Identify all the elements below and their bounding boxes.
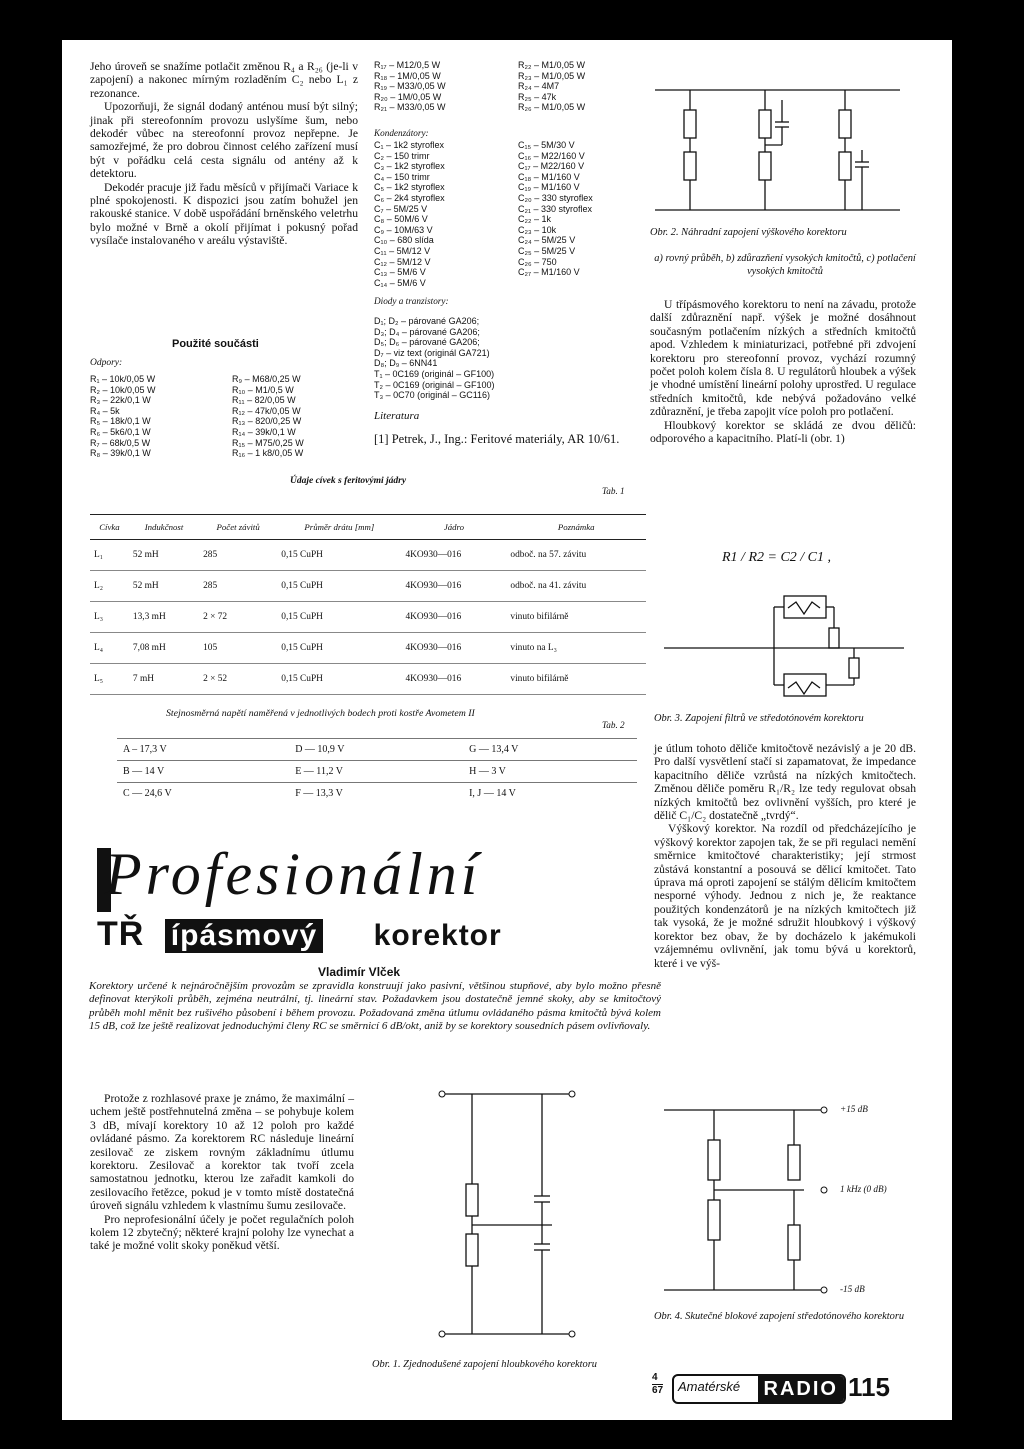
table-cell: vinuto bifilárně — [506, 664, 646, 695]
part-item: R₂₄ – 4M7 — [518, 81, 560, 92]
part-item: C₂₁ – 330 styroflex — [518, 203, 593, 214]
part-item: C₂ – 150 trimr — [374, 150, 430, 161]
resistor-list-a — [90, 374, 156, 459]
part-item: C₁₁ – 5M/12 V — [374, 245, 431, 256]
part-item: C₁₆ – M22/160 V — [518, 150, 585, 161]
figure-4-caption: Obr. 4. Skutečné blokové zapojení středotónového korektoru — [654, 1311, 905, 1322]
part-item: T₁ – 0C169 (originál – GF100) — [374, 368, 495, 379]
part-item: C₁₄ – 5M/6 V — [374, 277, 426, 288]
table-row — [117, 783, 637, 805]
part-item: R₁₅ – M75/0,25 W — [232, 437, 304, 448]
part-item: C₁₉ – M1/160 V — [518, 182, 580, 193]
table-row — [117, 739, 637, 761]
diodes-label: Diody a tranzistory: — [374, 296, 449, 306]
part-item: D₃; D₄ – párované GA206; — [374, 326, 480, 337]
capacitors-label: Kondenzátory: — [374, 128, 429, 138]
part-item: R₁₀ – M1/0,5 W — [232, 384, 294, 395]
part-item: R₇ – 68k/0,5 W — [90, 437, 151, 448]
table-header: Počet závitů — [199, 515, 277, 540]
table-cell: 7 mH — [129, 664, 199, 695]
table-cell: L₁ — [90, 540, 129, 571]
title-line2c: korektor — [373, 919, 502, 952]
table-cell: C — 24,6 V — [117, 783, 289, 805]
part-item: C₄ – 150 trimr — [374, 171, 430, 182]
fig4-label-zero: 1 kHz (0 dB) — [840, 1184, 887, 1194]
table-cell: 2 × 72 — [199, 602, 277, 633]
table-cell: F — 13,3 V — [289, 783, 463, 805]
part-item: R₂₀ – 1M/0,05 W — [374, 91, 442, 102]
part-item: C₅ – 1k2 styroflex — [374, 182, 445, 193]
part-item: R₈ – 39k/0,1 W — [90, 448, 151, 459]
part-item: C₁₈ – M1/160 V — [518, 171, 580, 182]
part-item: R₁₉ – M33/0,05 W — [374, 81, 446, 92]
part-item: R₆ – 5k6/0,1 W — [90, 426, 151, 437]
part-item: C₂₂ – 1k — [518, 214, 551, 225]
table-cell: odboč. na 57. závitu — [506, 540, 646, 571]
part-item: D₇ – viz text (originál GA721) — [374, 347, 490, 358]
part-item: R₁₁ – 82/0,05 W — [232, 395, 296, 406]
part-item: R₂₅ – 47k — [518, 91, 557, 102]
part-item: C₇ – 5M/25 V — [374, 203, 428, 214]
part-item: R₂₃ – M1/0,05 W — [518, 70, 586, 81]
brand-script: Amatérské — [678, 1379, 741, 1394]
table-cell: E — 11,2 V — [289, 761, 463, 783]
table-cell: 4KO930—016 — [401, 571, 506, 602]
part-item: C₂₃ – 10k — [518, 224, 557, 235]
right-text-1 — [650, 298, 916, 445]
title-line2b: ípásmový — [165, 919, 323, 953]
paragraph: U třípásmového korektoru to není na závadu, protože další zdůraznění např. výšek je možné dosáhnout současným potlačením nízkých a středních kmitočtů apod. Vzhledem k miniaturizaci, potřebné při zdvojení korektoru pro stereofonní provoz, vychází rozumný počet poloh kolem čísla 8. U regulátorů hloubek a výšek je vhodné umístění lineární polohy uprostřed. U regulace středních kmitočtů, kde nebývá požadováno velké zdůraznění, je třeba zapojit více poloh pro potlačení. — [650, 298, 916, 419]
paragraph: Pro neprofesionální účely je počet regulačních poloh kolem 12 zbytečný; některé krajní polohy lze vynechat a také je možné volit skoky poněkud větší. — [90, 1212, 354, 1253]
table-cell: 285 — [199, 571, 277, 602]
article-title-script — [97, 841, 659, 912]
paragraph: Hloubkový korektor se skládá ze dvou děličů: odporového a kapacitního. Platí-li (obr. 1) — [650, 418, 916, 446]
table-header: Průměr drátu [mm] — [277, 515, 401, 540]
part-item: T₃ – 0C70 (originál – GC116) — [374, 390, 491, 401]
table-cell: L₃ — [90, 602, 129, 633]
brand-logo — [672, 1374, 846, 1404]
part-item: D₁; D₂ – párované GA206; — [374, 316, 480, 326]
issue-number — [652, 1372, 663, 1397]
title-line2a: TŘ — [97, 915, 145, 953]
table-cell: 2 × 52 — [199, 664, 277, 695]
table-cell: H — 3 V — [463, 761, 637, 783]
table2-caption: Stejnosměrná napětí naměřená v jednotlivých bodech proti kostře Avometem II — [166, 708, 475, 719]
part-item: R₉ – M68/0,25 W — [232, 374, 301, 384]
part-item: R₁₆ – 1 k8/0,05 W — [232, 448, 304, 459]
parts-heading: Použité součásti — [172, 338, 259, 350]
table-header: Indukčnost — [129, 515, 199, 540]
table-cell: I, J — 14 V — [463, 783, 637, 805]
resistor-list-c — [374, 60, 446, 113]
part-item: C₉ – 10M/63 V — [374, 224, 433, 235]
part-item: R₁₂ – 47k/0,05 W — [232, 405, 301, 416]
part-item: R₁₄ – 39k/0,1 W — [232, 426, 296, 437]
table-header: Poznámka — [506, 515, 646, 540]
article-title-block — [97, 915, 659, 959]
issue: 4 — [652, 1372, 658, 1383]
resistor-list-b — [232, 374, 304, 459]
table-cell: 7,08 mH — [129, 633, 199, 664]
brand-radio: RADIO — [758, 1376, 844, 1402]
part-item: C₈ – 50M/6 V — [374, 214, 428, 225]
table-row — [90, 571, 646, 602]
table-cell: 4KO930—016 — [401, 540, 506, 571]
table-cell: L₂ — [90, 571, 129, 602]
table1-tab-label: Tab. 1 — [602, 486, 625, 496]
literature-ref: [1] Petrek, J., Ing.: Feritové materiály, AR 10/61. — [374, 432, 620, 446]
right-text-2 — [654, 742, 916, 970]
author: Vladimír Vlček — [318, 965, 401, 979]
part-item: C₂₀ – 330 styroflex — [518, 192, 593, 203]
table-row — [90, 633, 646, 664]
table-cell: 285 — [199, 540, 277, 571]
table-cell: L₄ — [90, 633, 129, 664]
year: 67 — [652, 1385, 664, 1396]
part-item: R₁₇ – M12/0,5 W — [374, 60, 441, 70]
left-text-column — [90, 60, 358, 248]
part-item: C₁₇ – M22/160 V — [518, 161, 585, 172]
figure-2-schematic — [650, 70, 905, 220]
magazine-page — [62, 40, 952, 1420]
part-item: C₁₅ – 5M/30 V — [518, 140, 575, 150]
part-item: C₂₆ – 750 — [518, 256, 557, 267]
table-row — [117, 761, 637, 783]
table-header: Jádro — [401, 515, 506, 540]
table-cell: 0,15 CuPH — [277, 571, 401, 602]
equation: R1 / R2 = C2 / C1 , — [722, 550, 832, 565]
paragraph: Výškový korektor. Na rozdíl od předcházejícího je výškový korektor zapojen tak, že se při regulaci nemění směrnice kmitočtové charakteristiky; její strmost zůstává konstantní a posouvá se dělicí kmitočet. Tato úprava má oproti zapojení se stálým dělicím kmitočtem nesporné výhody. Jednou z nich je, že reaktance použitých kondenzátorů je na nízkých kmitočtech již tak vysoká, že je možné sdružit hloubkový i výškový korektor bez obav, že by docházelo k jakémukoli vzájemnému ovlivnění, jak tomu bývá u korektorů, které i ve výš- — [654, 822, 916, 970]
figure-1-caption: Obr. 1. Zjednodušené zapojení hloubkového korektoru — [372, 1359, 597, 1370]
abstract: Korektory určené k nejnáročnějším provozům se zpravidla konstruují jako pasivní, většinou stupňové, aby bylo možno přesně definovat kterýkoli průběh, zejména neutrální, tj. lineární stav. Požadavkem jsou dostatečně jemné skoky, aby se kmitočtový průběh mohl měnit bez rušivého působení i během provozu. Požadovaná změna útlumu ovládaného pásma kmitočtů bývá kolem 15 dB, což lze ještě realizovat jednoduchými členy RC se směrnicí 6 dB/okt, aniž by se korektory sousedních pásem ovlivňovaly. — [89, 980, 661, 1032]
table-cell: 0,15 CuPH — [277, 540, 401, 571]
part-item: R₃ – 22k/0,1 W — [90, 395, 151, 406]
table-cell: 52 mH — [129, 540, 199, 571]
table-cell: L₅ — [90, 664, 129, 695]
bottom-text-column — [90, 1092, 354, 1253]
paragraph: Protože z rozhlasové praxe je známo, že maximální – uchem ještě postřehnutelná změna – se pohybuje kolem 3 dB, mívají korektory 10 až 12 poloh pro každé ovládané pásmo. Za korektorem RC následuje lineární zesilovač ze ziskem rovným základnímu útlumu korektoru. Zesilovač a korektor tak tvoří zcela samostatnou jednotku, kterou lze zařadit kamkoli do zesilovacího řetězce, pokud je v tomto místě dostatečná úroveň signálu vzhledem k vlastnímu šumu zesilovače. — [90, 1092, 354, 1213]
part-item: R₁ – 10k/0,05 W — [90, 374, 156, 384]
table-cell: 52 mH — [129, 571, 199, 602]
table-header: Cívka — [90, 515, 129, 540]
table-cell: D — 10,9 V — [289, 739, 463, 761]
table-cell: 105 — [199, 633, 277, 664]
literature-label: Literatura — [374, 410, 420, 422]
table-cell: odboč. na 41. závitu — [506, 571, 646, 602]
table-row — [90, 540, 646, 571]
table-cell: 4KO930—016 — [401, 633, 506, 664]
table-cell: B — 14 V — [117, 761, 289, 783]
part-item: C₆ – 2k4 styroflex — [374, 192, 445, 203]
part-item: C₁ – 1k2 styroflex — [374, 140, 445, 150]
paragraph: Jeho úroveň se snažíme potlačit změnou R₄ a R₂₆ (je-li v zapojení) a nakonec mírným rozladěním C₂ nebo L₁ z rezonance. — [90, 60, 358, 100]
resistors-label: Odpory: — [90, 358, 123, 368]
part-item: D₈; D₉ – 6NN41 — [374, 358, 438, 369]
voltage-table — [117, 738, 637, 804]
table1-caption: Údaje cívek s feritovými jádry — [290, 476, 407, 486]
capacitor-list-b — [518, 140, 593, 278]
part-item: R₁₈ – 1M/0,05 W — [374, 70, 441, 81]
table-cell: 0,15 CuPH — [277, 602, 401, 633]
table-cell: 0,15 CuPH — [277, 633, 401, 664]
capacitor-list-a — [374, 140, 445, 288]
part-item: R₂ – 10k/0,05 W — [90, 384, 156, 395]
part-item: R₂₆ – M1/0,05 W — [518, 102, 586, 113]
fig4-label-minus: -15 dB — [840, 1284, 865, 1294]
table-cell: vinuto bifilárně — [506, 602, 646, 633]
figure-2-subcaption: a) rovný průběh, b) zdůrazňení vysokých kmitočtů, c) potlačení vysokých kmitočtů — [654, 253, 916, 277]
table-cell: 0,15 CuPH — [277, 664, 401, 695]
table-cell: 4KO930—016 — [401, 602, 506, 633]
table-cell: A – 17,3 V — [117, 739, 289, 761]
figure-2-caption: Obr. 2. Náhradní zapojení výškového korektoru — [650, 227, 847, 238]
part-item: C₂₅ – 5M/25 V — [518, 245, 576, 256]
part-item: R₂₂ – M1/0,05 W — [518, 60, 586, 70]
figure-1-schematic — [432, 1084, 592, 1354]
part-item: D₅; D₆ – párované GA206; — [374, 337, 480, 348]
part-item: R₁₃ – 820/0,25 W — [232, 416, 302, 427]
part-item: C₂₇ – M1/160 V — [518, 267, 580, 278]
paragraph: Upozorňuji, že signál dodaný anténou musí být silný; jinak při stereofonním provozu uslyšíme šum, nebo dekodér vůbec na stereofonní provoz nepřepne. Je samozřejmé, že pro dobrou činnost celého zařízení musí být v pořádku celá cesta signálu od antény až k detektoru. — [90, 100, 358, 181]
table-cell: G — 13,4 V — [463, 739, 637, 761]
paragraph: je útlum tohoto děliče kmitočtově nezávislý a je 20 dB. Pro další vysvětlení stačí si zapamatovat, že impedance kapacitního děliče vzrůstá na nízkých kmitočtech. Změnou děliče poměru R₁/R₂ lze tedy regulovat obsah nízkých kmitočtů bez ovlivnění vyšších, pro které je dělič C₁/C₂ dostatečně „tvrdý“. — [654, 742, 916, 823]
table-cell: 4KO930—016 — [401, 664, 506, 695]
fig4-label-plus: +15 dB — [840, 1104, 868, 1114]
table2-tab-label: Tab. 2 — [602, 720, 625, 730]
diode-list — [374, 316, 495, 401]
coil-table — [90, 514, 646, 695]
table-cell: 13,3 mH — [129, 602, 199, 633]
figure-3-caption: Obr. 3. Zapojení filtrů ve středotónovém korektoru — [654, 713, 864, 724]
table-row — [90, 664, 646, 695]
figure-3-schematic — [654, 578, 914, 698]
title-line1: Profesionální — [105, 841, 482, 907]
table-cell: vinuto na L₃ — [506, 633, 646, 664]
part-item: R₅ – 18k/0,1 W — [90, 416, 151, 427]
part-item: T₂ – 0C169 (originál – GF100) — [374, 379, 495, 390]
part-item: C₂₄ – 5M/25 V — [518, 235, 576, 246]
part-item: R₄ – 5k — [90, 405, 120, 416]
part-item: C₃ – 1k2 styroflex — [374, 161, 445, 172]
page-number: 115 — [848, 1372, 890, 1402]
part-item: C₁₀ – 680 slída — [374, 235, 434, 246]
paragraph: Dekodér pracuje již řadu měsíců v přijímači Variace k plné spokojenosti. K dispozici jsou zatím bohužel jen rakouské stanice. V době uspořádání brněnského veletrhu bylo možné v Brně a okolí přijímat i pokusný pořad vysílače instalovaného v areálu výstaviště. — [90, 180, 358, 248]
resistor-list-d — [518, 60, 585, 113]
figure-4-schematic — [654, 1090, 914, 1300]
table-row — [90, 602, 646, 633]
part-item: C₁₂ – 5M/12 V — [374, 256, 431, 267]
part-item: R₂₁ – M33/0,05 W — [374, 102, 446, 113]
magazine-footer — [652, 1372, 912, 1406]
part-item: C₁₃ – 5M/6 V — [374, 267, 426, 278]
